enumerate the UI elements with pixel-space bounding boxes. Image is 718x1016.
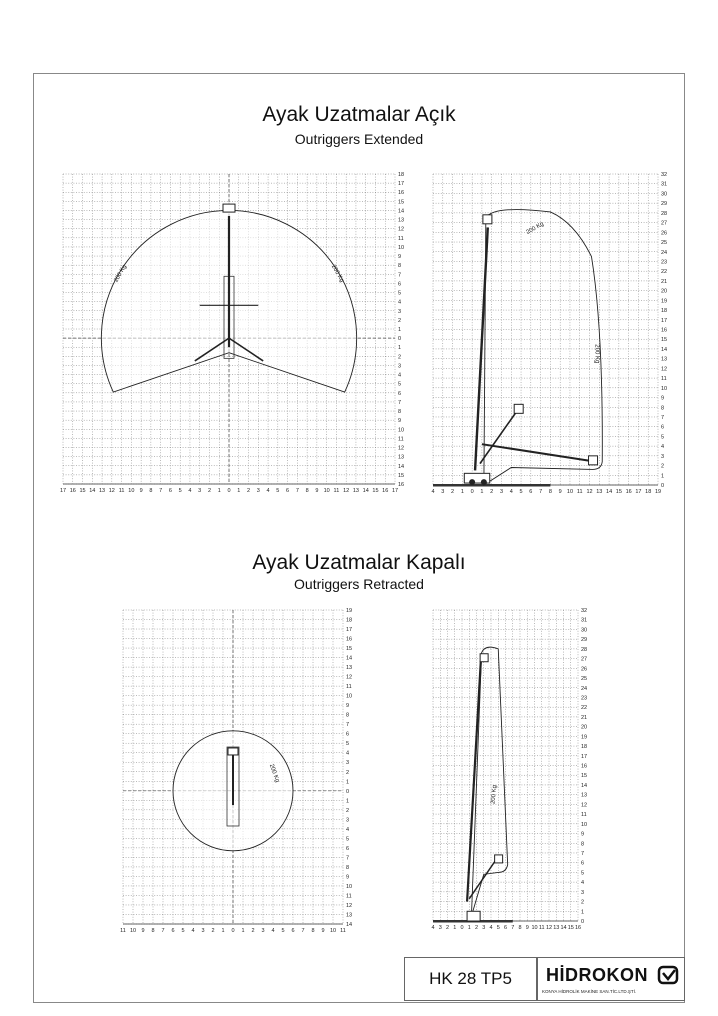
side-ext-x-tick: 16	[625, 489, 632, 495]
side-ext-y-tick: 8	[661, 405, 665, 412]
top-ext-y-tick: 1	[398, 345, 402, 352]
side-ret-x-tick: 6	[503, 925, 508, 931]
top-ext-y-tick: 14	[398, 463, 405, 470]
side-ret-y-tick: 15	[581, 773, 588, 780]
side-ext-work-envelope	[484, 210, 602, 485]
side-ret-x-tick: 0	[460, 925, 464, 931]
side-ext-wheel-rear	[481, 479, 487, 485]
top-ret-y-tick: 19	[346, 608, 353, 614]
top-ret-y-tick: 11	[346, 893, 352, 900]
brand-subtitle: KONYA HİDROLİK MAKİNE SAN.TİC.LTD.ŞTİ.	[542, 989, 637, 994]
top-ret-y-tick: 6	[346, 845, 350, 852]
top-ext-load-label-right: 200 Kg	[329, 264, 345, 284]
top-ext-y-tick: 0	[398, 336, 402, 343]
top-ret-x-tick: 5	[281, 928, 285, 934]
top-ret-y-tick: 11	[346, 684, 352, 691]
side-ret-y-tick: 27	[581, 656, 588, 663]
top-ext-y-tick: 1	[398, 327, 402, 333]
side-ext-y-tick: 3	[661, 453, 665, 460]
top-ext-x-tick: 6	[168, 488, 172, 494]
side-ext-load-label-top: 200 Kg	[525, 221, 545, 236]
top-ext-y-tick: 9	[398, 254, 402, 261]
top-ext-x-tick: 4	[188, 488, 192, 494]
side-ret-y-tick: 1	[581, 909, 585, 916]
side-ext-wheel-front	[469, 479, 475, 485]
section-subtitle-retracted: Outriggers Retracted	[294, 576, 424, 592]
side-ext-x-tick: 4	[431, 489, 435, 495]
side-ret-y-tick: 32	[581, 608, 588, 614]
top-ext-x-tick: 2	[207, 488, 212, 494]
top-ret-y-tick: 15	[346, 646, 353, 653]
top-ret-x-tick: 0	[231, 928, 235, 934]
top-ret-x-tick: 9	[321, 928, 325, 934]
top-ext-x-tick: 13	[98, 488, 106, 494]
brand-logo-box	[537, 957, 685, 1001]
top-ret-y-tick: 4	[346, 750, 350, 757]
side-ret-x-tick: 4	[431, 925, 435, 931]
top-ret-y-tick: 8	[346, 864, 350, 871]
top-ret-y-tick: 10	[346, 693, 353, 700]
section-title-extended: Ayak Uzatmalar Açık	[262, 103, 456, 126]
top-ext-y-tick: 14	[398, 208, 405, 215]
side-ret-work-envelope	[471, 647, 507, 916]
side-ret-y-tick: 2	[581, 899, 585, 906]
side-ret-y-tick: 26	[581, 666, 588, 673]
top-ext-y-tick: 15	[398, 472, 405, 479]
top-ext-x-tick: 2	[246, 488, 251, 494]
side-ret-y-tick: 18	[581, 744, 588, 751]
top-ret-x-tick: 2	[211, 928, 215, 934]
top-ret-y-tick: 3	[346, 760, 350, 767]
top-ext-x-tick: 3	[198, 488, 202, 494]
side-ret-x-tick: 13	[553, 925, 560, 931]
side-ext-y-tick: 25	[661, 240, 668, 247]
side-ret-y-tick: 14	[581, 782, 588, 789]
top-ext-load-label-left: 200 Kg	[113, 264, 129, 284]
top-ext-x-tick: 16	[382, 488, 389, 494]
side-ext-y-tick: 16	[661, 327, 668, 334]
side-ext-y-tick: 17	[661, 317, 668, 324]
top-ext-y-tick: 13	[398, 217, 405, 224]
top-ret-y-tick: 1	[346, 798, 350, 805]
top-ret-y-tick: 18	[346, 617, 353, 624]
side-ret-x-tick: 9	[525, 925, 529, 931]
side-ret-x-tick: 3	[482, 925, 486, 931]
top-ret-y-tick: 6	[346, 731, 350, 738]
side-ret-x-tick: 2	[445, 925, 450, 931]
top-ext-y-tick: 8	[398, 409, 402, 416]
top-ext-x-tick: 8	[149, 488, 153, 494]
top-ext-x-tick: 4	[266, 488, 270, 494]
top-ret-y-tick: 7	[346, 722, 350, 729]
side-ext-y-tick: 30	[661, 191, 668, 198]
top-ret-x-tick: 10	[329, 928, 337, 934]
side-ret-y-tick: 24	[581, 685, 588, 692]
top-ext-y-tick: 9	[398, 418, 402, 425]
side-ext-x-tick: 9	[558, 489, 562, 495]
top-ext-y-tick: 13	[398, 454, 405, 461]
side-ret-y-tick: 0	[581, 919, 585, 925]
top-ret-y-tick: 2	[346, 807, 350, 814]
side-ext-x-tick: 3	[499, 489, 504, 495]
side-ext-y-tick: 20	[661, 288, 668, 295]
side-ext-x-tick: 19	[654, 489, 662, 495]
side-ext-x-tick: 15	[615, 489, 622, 495]
top-ext-y-tick: 11	[398, 436, 404, 443]
top-ext-y-tick: 4	[398, 299, 402, 306]
side-ret-y-tick: 31	[581, 617, 588, 624]
top-ret-x-tick: 11	[120, 928, 126, 934]
top-ext-x-tick: 16	[69, 488, 76, 494]
side-ext-y-tick: 4	[661, 444, 665, 451]
side-ret-x-tick: 1	[453, 925, 457, 931]
top-ext-x-tick: 17	[391, 488, 399, 494]
top-ext-x-tick: 9	[139, 488, 143, 494]
side-ext-x-tick: 14	[606, 489, 613, 495]
top-ret-x-tick: 2	[251, 928, 255, 934]
side-ret-x-tick: 8	[518, 925, 522, 931]
top-ret-y-tick: 0	[346, 788, 350, 795]
top-ext-x-tick: 3	[256, 488, 260, 494]
side-ret-y-tick: 8	[581, 841, 585, 848]
top-ext-x-tick: 11	[118, 488, 125, 494]
top-ext-y-tick: 7	[398, 272, 402, 279]
side-ext-x-tick: 4	[509, 489, 513, 495]
top-ret-y-tick: 10	[346, 883, 353, 890]
top-ret-x-tick: 11	[340, 928, 346, 934]
side-ext-x-tick: 2	[490, 489, 494, 495]
top-ret-x-tick: 8	[151, 928, 155, 934]
top-ext-y-tick: 16	[398, 190, 405, 197]
side-ext-y-tick: 26	[661, 230, 668, 237]
side-ext-x-tick: 1	[480, 489, 484, 495]
top-ret-y-tick: 1	[346, 779, 350, 786]
top-ret-x-tick: 7	[161, 928, 165, 934]
side-ret-x-tick: 1	[467, 925, 471, 931]
top-ext-x-tick: 11	[333, 488, 340, 494]
side-ext-grid	[433, 174, 658, 485]
side-ext-x-tick: 13	[596, 489, 603, 495]
top-ext-y-tick: 10	[398, 427, 405, 434]
side-ret-load-label: 200 Kg	[490, 784, 499, 805]
side-ret-y-tick: 16	[581, 763, 588, 770]
top-ext-x-tick: 5	[178, 488, 182, 494]
top-ext-y-tick: 5	[398, 290, 402, 297]
side-ret-basket-mid	[495, 855, 503, 863]
side-ret-x-tick: 5	[496, 925, 500, 931]
side-ext-y-tick: 0	[661, 483, 665, 489]
top-ext-x-tick: 15	[372, 488, 379, 494]
top-ext-y-tick: 17	[398, 181, 405, 188]
top-ext-y-tick: 3	[398, 308, 402, 315]
side-ret-y-tick: 19	[581, 734, 588, 741]
side-ret-y-tick: 11	[581, 812, 587, 819]
side-ext-y-tick: 6	[661, 424, 665, 431]
side-ext-x-tick: 18	[645, 489, 652, 495]
side-ext-x-tick: 3	[441, 489, 445, 495]
side-ret-y-tick: 25	[581, 676, 588, 683]
top-ret-x-tick: 5	[181, 928, 185, 934]
side-ret-y-tick: 23	[581, 695, 588, 702]
side-ret-y-tick: 17	[581, 753, 588, 760]
side-ext-x-tick: 2	[451, 489, 455, 495]
side-ext-y-tick: 13	[661, 356, 668, 363]
top-ret-x-tick: 6	[291, 928, 295, 934]
top-ret-y-tick: 4	[346, 826, 350, 833]
side-ext-y-tick: 14	[661, 346, 668, 353]
side-ret-y-tick: 4	[581, 880, 585, 887]
top-ret-y-tick: 5	[346, 836, 350, 843]
side-ret-x-tick: 7	[511, 925, 515, 931]
side-ext-x-tick: 11	[576, 489, 583, 495]
top-ret-load-label: 200 Kg	[267, 763, 281, 784]
top-ext-x-tick: 9	[315, 488, 319, 494]
top-ret-y-tick: 16	[346, 636, 353, 643]
top-ret-y-tick: 5	[346, 741, 350, 748]
side-ext-y-tick: 23	[661, 259, 668, 266]
side-ret-y-tick: 5	[581, 870, 585, 877]
side-ext-x-tick: 7	[539, 489, 543, 495]
side-ret-y-tick: 12	[581, 802, 588, 809]
side-ret-x-tick: 3	[438, 925, 442, 931]
top-ext-x-tick: 5	[276, 488, 280, 494]
section-subtitle-extended: Outriggers Extended	[294, 131, 424, 147]
top-ret-y-tick: 9	[346, 703, 350, 710]
top-ext-basket	[223, 204, 235, 212]
top-ret-y-tick: 13	[346, 665, 353, 672]
side-ret-y-tick: 7	[581, 850, 585, 857]
top-ret-x-tick: 3	[201, 928, 205, 934]
side-ret-grid	[433, 610, 578, 921]
top-ret-y-tick: 12	[346, 674, 353, 681]
top-ret-y-tick: 3	[346, 817, 350, 824]
side-ret-y-tick: 3	[581, 889, 585, 896]
side-ext-y-tick: 10	[661, 385, 668, 392]
side-ext-y-tick: 9	[661, 395, 665, 402]
top-ext-x-tick: 1	[217, 488, 221, 494]
top-ext-y-tick: 12	[398, 226, 405, 233]
side-ext-y-tick: 2	[661, 463, 665, 470]
top-ext-y-tick: 2	[398, 317, 402, 324]
side-ret-x-tick: 12	[545, 925, 553, 931]
side-ext-y-tick: 28	[661, 210, 668, 217]
side-ext-y-tick: 29	[661, 201, 668, 208]
top-ret-x-tick: 6	[171, 928, 175, 934]
top-ext-x-tick: 13	[352, 488, 360, 494]
top-ext-x-tick: 0	[227, 488, 231, 494]
top-ret-x-tick: 10	[129, 928, 137, 934]
top-ret-y-tick: 7	[346, 855, 350, 862]
top-ret-y-tick: 14	[346, 922, 353, 928]
top-ext-x-tick: 15	[79, 488, 86, 494]
top-ext-x-tick: 10	[323, 488, 330, 494]
top-ext-y-tick: 3	[398, 363, 402, 370]
side-ret-x-tick: 16	[574, 925, 582, 931]
side-ext-y-tick: 1	[661, 473, 665, 480]
top-ext-x-tick: 12	[343, 488, 350, 494]
side-ret-y-tick: 6	[581, 860, 585, 867]
top-ext-y-tick: 7	[398, 399, 402, 406]
top-ext-y-tick: 10	[398, 244, 405, 251]
top-ext-y-tick: 5	[398, 381, 402, 388]
top-ext-x-tick: 6	[286, 488, 290, 494]
top-ext-x-tick: 10	[128, 488, 135, 494]
top-ret-x-tick: 7	[301, 928, 305, 934]
side-ext-basket-mid	[514, 404, 523, 413]
side-ext-load-label-side: 200 Kg	[593, 344, 600, 364]
side-ret-x-tick: 14	[560, 925, 567, 931]
top-ret-x-tick: 1	[221, 928, 225, 934]
top-ext-y-tick: 8	[398, 263, 402, 270]
top-ext-x-tick: 7	[295, 488, 299, 494]
side-ret-y-tick: 21	[581, 714, 588, 721]
side-ret-y-tick: 22	[581, 705, 588, 712]
side-ext-y-tick: 11	[661, 376, 667, 383]
side-ext-y-tick: 18	[661, 308, 668, 315]
top-ext-y-tick: 11	[398, 235, 404, 242]
top-ret-x-tick: 4	[271, 928, 275, 934]
side-ret-y-tick: 30	[581, 627, 588, 634]
top-ext-x-tick: 14	[362, 488, 369, 494]
top-ret-y-tick: 2	[346, 769, 350, 776]
side-ext-y-tick: 21	[661, 278, 668, 285]
side-ret-x-tick: 15	[567, 925, 574, 931]
side-ext-x-tick: 6	[529, 489, 533, 495]
top-ret-basket	[228, 748, 238, 755]
top-ext-x-tick: 12	[108, 488, 115, 494]
side-ret-y-tick: 28	[581, 646, 588, 653]
top-ext-y-tick: 6	[398, 281, 402, 288]
top-ext-y-tick: 15	[398, 199, 405, 206]
top-ret-x-tick: 9	[141, 928, 145, 934]
side-ret-x-tick: 10	[531, 925, 538, 931]
side-ext-y-tick: 12	[661, 366, 668, 373]
top-ext-x-tick: 14	[89, 488, 96, 494]
top-ret-y-tick: 12	[346, 902, 353, 909]
side-ret-x-tick: 4	[489, 925, 493, 931]
top-ext-x-tick: 7	[159, 488, 163, 494]
side-ret-y-tick: 10	[581, 821, 588, 828]
top-ext-y-tick: 12	[398, 445, 405, 452]
brand-name: HİDROKON	[546, 965, 648, 985]
top-ext-x-tick: 8	[305, 488, 309, 494]
side-ext-y-tick: 22	[661, 269, 668, 276]
side-ext-x-tick: 10	[566, 489, 574, 495]
side-ext-x-tick: 0	[470, 489, 474, 495]
top-ret-y-tick: 13	[346, 912, 353, 919]
side-ext-y-tick: 24	[661, 249, 668, 256]
top-ext-y-tick: 6	[398, 390, 402, 397]
side-ext-x-tick: 5	[519, 489, 523, 495]
model-name: HK 28 TP5	[429, 969, 512, 988]
top-ext-y-tick: 16	[398, 482, 405, 488]
section-title-retracted: Ayak Uzatmalar Kapalı	[252, 551, 466, 574]
side-ext-y-tick: 19	[661, 298, 668, 305]
side-ext-basket-top	[483, 215, 492, 224]
side-ext-x-tick: 1	[460, 489, 464, 495]
side-ext-x-tick: 17	[635, 489, 642, 495]
top-ext-y-tick: 18	[398, 172, 405, 178]
side-ext-y-tick: 7	[661, 414, 665, 421]
top-ret-y-tick: 8	[346, 712, 350, 719]
top-ret-x-tick: 1	[241, 928, 245, 934]
side-ext-x-tick: 12	[586, 489, 593, 495]
top-ext-y-tick: 4	[398, 372, 402, 379]
side-ext-x-tick: 8	[548, 489, 552, 495]
side-ret-x-tick: 2	[474, 925, 479, 931]
side-ret-y-tick: 13	[581, 792, 588, 799]
side-ret-chassis	[467, 911, 480, 921]
top-ret-y-tick: 9	[346, 874, 350, 881]
side-ret-y-tick: 20	[581, 724, 588, 731]
top-ret-y-tick: 17	[346, 627, 353, 634]
side-ext-y-tick: 31	[661, 181, 668, 188]
side-ext-basket-reach	[589, 456, 598, 465]
top-ext-x-tick: 17	[59, 488, 67, 494]
side-ext-y-tick: 32	[661, 172, 668, 178]
side-ret-y-tick: 9	[581, 831, 585, 838]
top-ret-x-tick: 3	[261, 928, 265, 934]
top-ext-x-tick: 1	[237, 488, 241, 494]
top-ret-x-tick: 8	[311, 928, 315, 934]
model-box	[404, 957, 537, 1001]
top-ret-y-tick: 14	[346, 655, 353, 662]
side-ret-basket-top	[480, 654, 488, 662]
side-ext-y-tick: 27	[661, 220, 668, 227]
side-ext-y-tick: 15	[661, 337, 668, 344]
top-ext-y-tick: 2	[398, 354, 402, 361]
top-ret-x-tick: 4	[191, 928, 195, 934]
side-ext-y-tick: 5	[661, 434, 665, 441]
side-ret-x-tick: 11	[538, 925, 545, 931]
side-ret-y-tick: 29	[581, 637, 588, 644]
side-ext-ground	[433, 484, 550, 487]
side-ext-boom-horizontal	[482, 444, 590, 461]
